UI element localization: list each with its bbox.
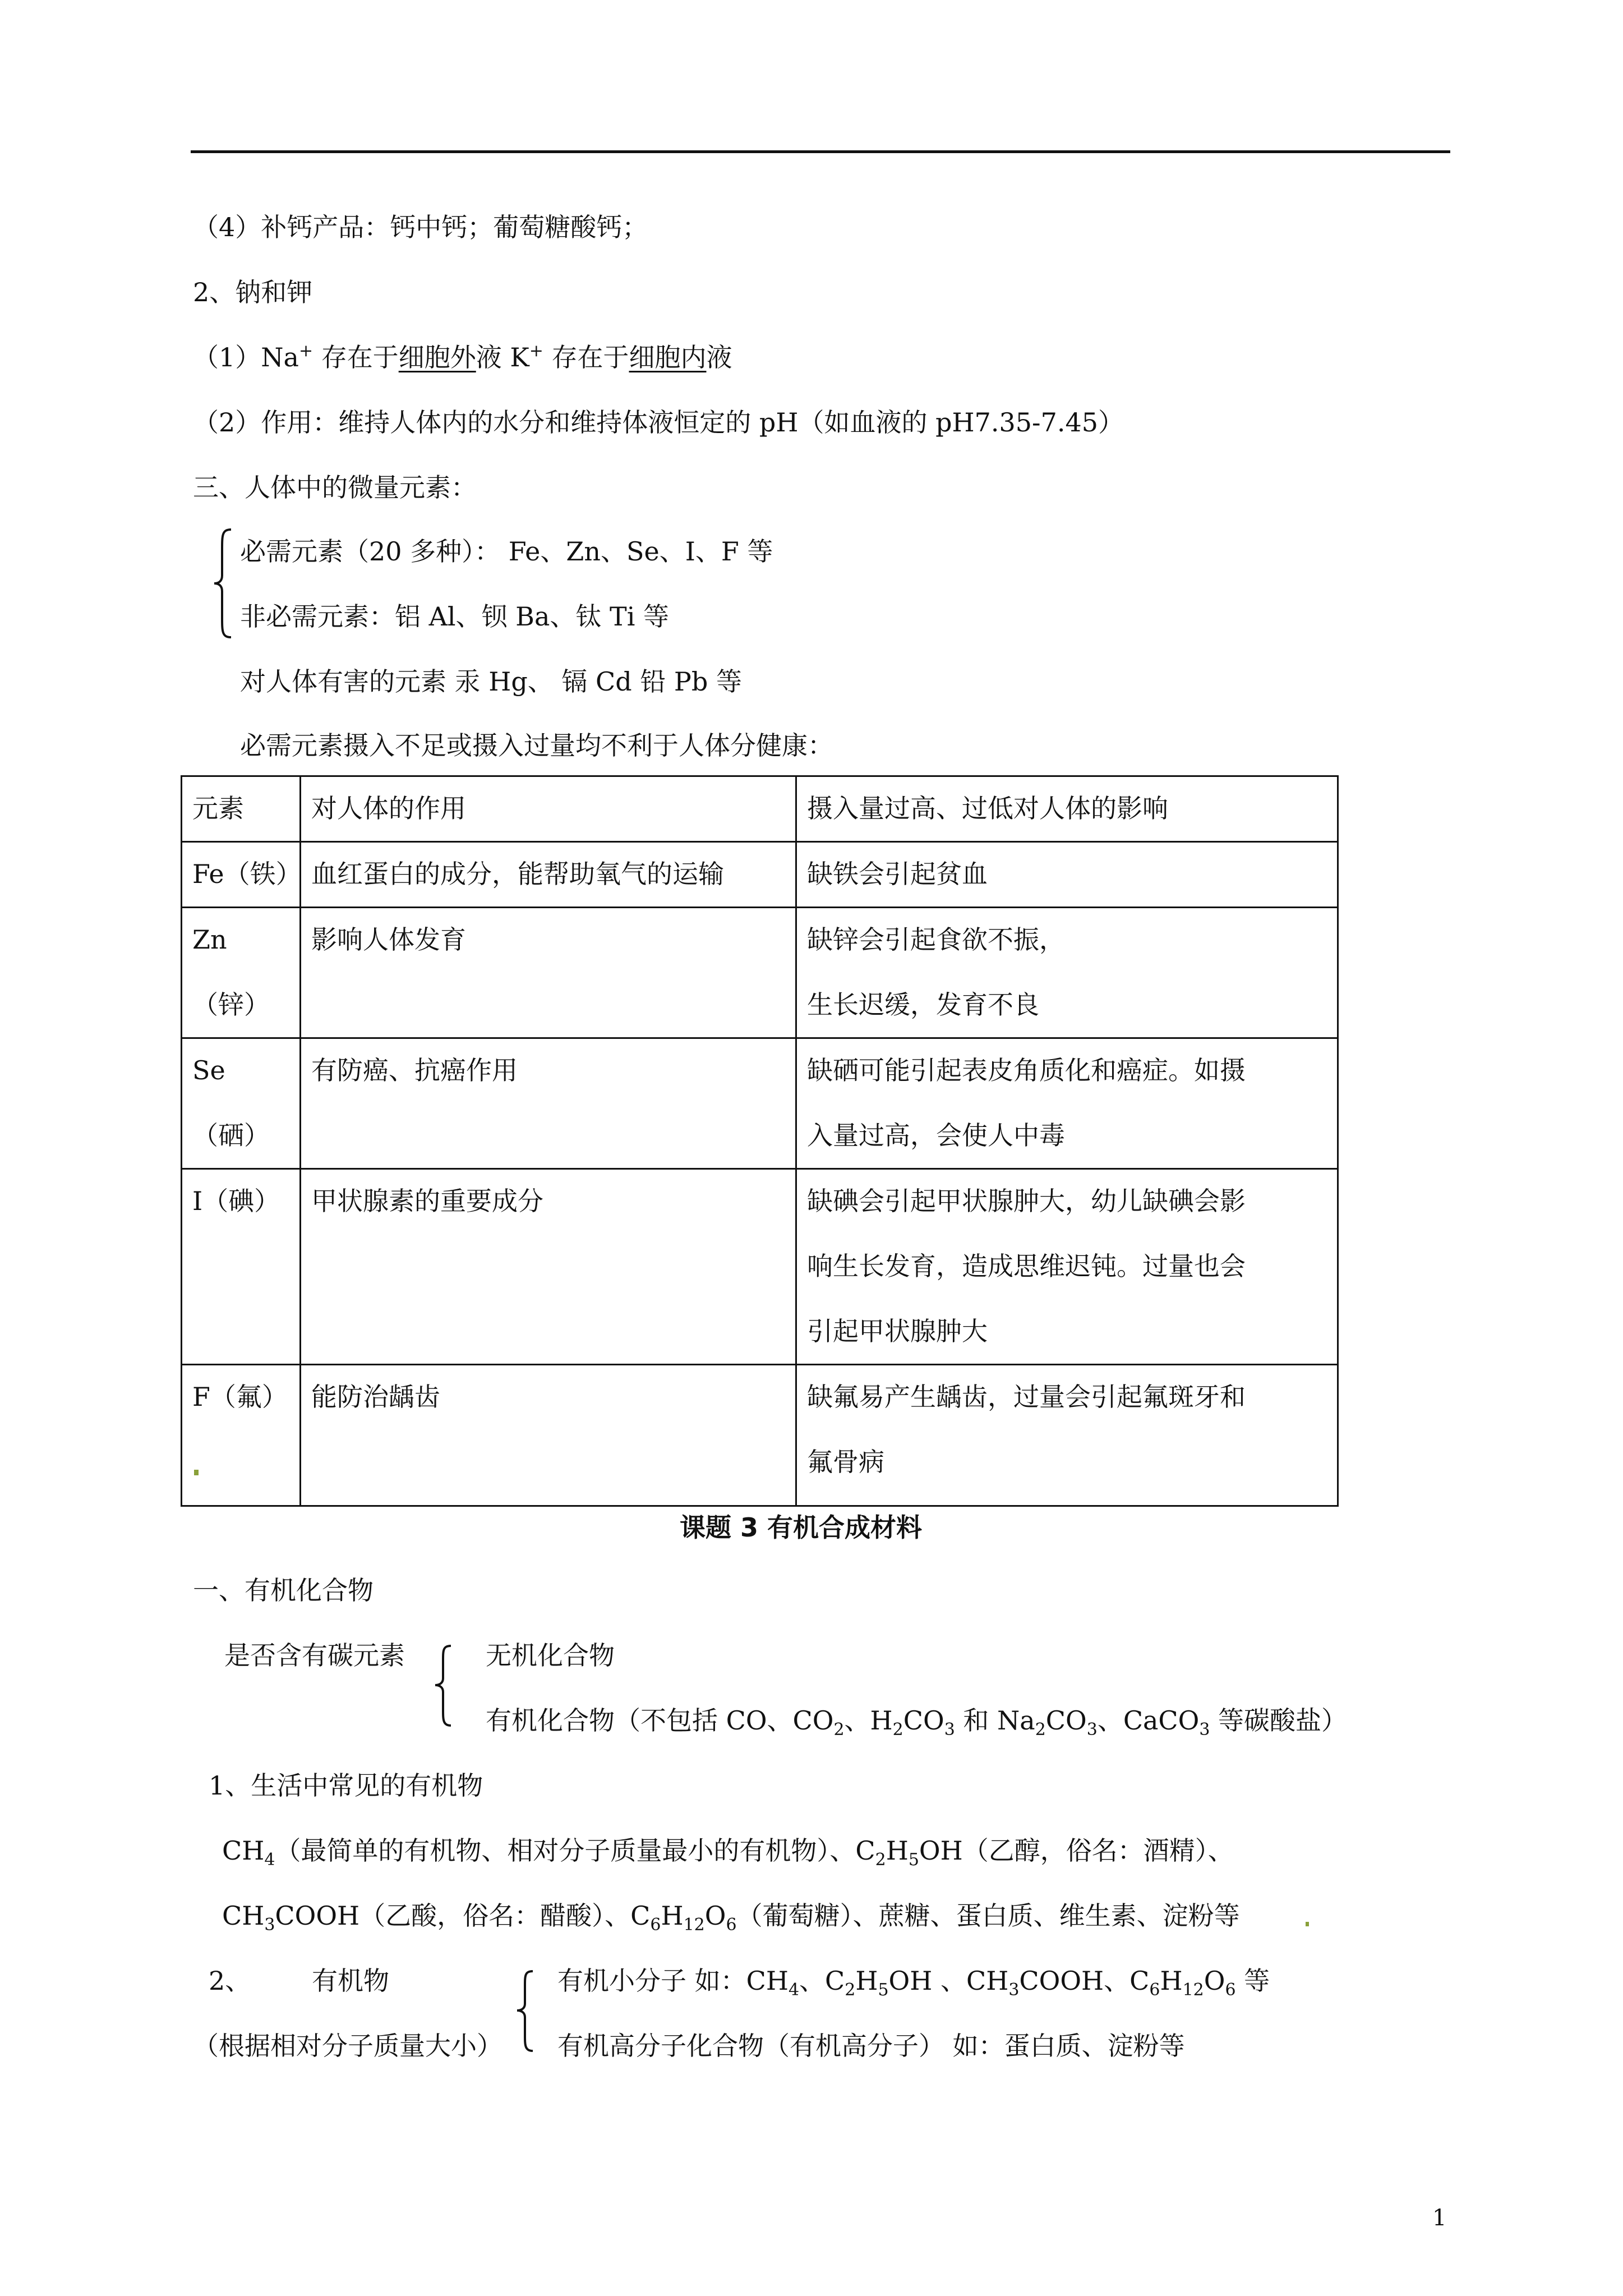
function-line: （2）作用：维持人体内的水分和维持体液恒定的 pH（如血液的 pH7.35-7.45） [193, 407, 1124, 438]
table-row [182, 1169, 1338, 1365]
header-rule [191, 150, 1450, 153]
table-row [182, 908, 1338, 1038]
table-cell: 缺锌会引起食欲不振， 生长迟缓，发育不良 [796, 908, 1338, 1038]
calcium-products-line: （4）补钙产品：钙中钙；葡萄糖酸钙； [193, 212, 648, 242]
scan-mark [1306, 1922, 1309, 1926]
common-organics-line-1: $CH_4$（最简单的有机物、相对分子质量最小的有机物）、$C_2H_5OH$（乙醇，俗名：酒精）、 [222, 1835, 1234, 1870]
table-cell: Se（硒） [182, 1038, 301, 1169]
table-header-cell: 摄入量过高、过低对人体的影响 [796, 776, 1338, 842]
small-molecules-line: 有机小分子 如：$CH_4$、$C_2H_5OH$ 、$CH_3COOH$、$C_6H_{12}O_6$ 等 [557, 1966, 1270, 2000]
table-cell: 缺氟易产生龋齿，过量会引起氟斑牙和 氟骨病 [796, 1365, 1338, 1506]
organic-compounds-heading: 一、有机化合物 [193, 1575, 374, 1605]
extracellular-underlined: 细胞外 [398, 342, 476, 372]
intracellular-underlined: 细胞内 [629, 342, 707, 372]
table-cell: 缺硒可能引起表皮角质化和癌症。如摄 入量过高，会使人中毒 [796, 1038, 1338, 1169]
essential-elements-line: 必需元素（20 多种）： Fe、Zn、Se、I、F 等 [240, 536, 773, 567]
inorganic-compounds: 无机化合物 [486, 1640, 615, 1671]
table-cell: F（氟） [182, 1365, 301, 1506]
classification-subject: 有机物 [312, 1966, 389, 1996]
scan-mark [194, 1470, 199, 1475]
table-cell: 缺铁会引起贫血 [796, 842, 1338, 908]
common-organics-heading: 1、生活中常见的有机物 [209, 1770, 483, 1801]
carbon-question: 是否含有碳元素 [224, 1640, 405, 1671]
nonessential-elements-line: 非必需元素：铝 Al、钡 Ba、钛 Ti 等 [240, 601, 670, 632]
table-cell: Fe（铁） [182, 842, 301, 908]
classification-number: 2、 [209, 1966, 251, 1996]
table-cell: 缺碘会引起甲状腺肿大，幼儿缺碘会影 响生长发育，造成思维迟钝。过量也会 引起甲状腺肿大 [796, 1169, 1338, 1365]
trace-elements-heading: 三、人体中的微量元素： [193, 472, 477, 503]
table-header-cell: 对人体的作用 [301, 776, 796, 842]
intake-note-line: 必需元素摄入不足或摄入过量均不利于人体分健康： [240, 730, 833, 761]
table-cell: 影响人体发育 [301, 908, 796, 1038]
trace-elements-brace [212, 527, 234, 639]
classification-brace [514, 1969, 536, 2053]
table-row [182, 1038, 1338, 1169]
carbon-brace [432, 1644, 454, 1728]
page-number: 1 [1432, 2205, 1447, 2231]
harmful-elements-line: 对人体有害的元素 汞 Hg、 镉 Cd 铅 Pb 等 [240, 666, 742, 697]
table-cell: Zn（锌） [182, 908, 301, 1038]
table-header-row [182, 776, 1338, 842]
table-cell: I（碘） [182, 1169, 301, 1365]
section-title: 课题 3 有机合成材料 [680, 1512, 923, 1543]
sodium-potassium-heading: 2、钠和钾 [193, 277, 313, 307]
table-cell: 血红蛋白的成分，能帮助氧气的运输 [301, 842, 796, 908]
macromolecules-line: 有机高分子化合物（有机高分子） 如：蛋白质、淀粉等 [557, 2031, 1185, 2061]
trace-elements-table [181, 775, 1339, 1507]
sodium-potassium-location-line: （1）Na+ 存在于细胞外液 K+ 存在于细胞内液 [193, 341, 732, 372]
table-row [182, 842, 1338, 908]
classification-basis: （根据相对分子质量大小） [193, 2031, 502, 2061]
table-header-cell: 元素 [182, 776, 301, 842]
common-organics-line-2: $CH_3COOH$（乙酸，俗名：醋酸）、$C_6H_{12}O_6$（葡萄糖）、蔗糖、蛋白质、维生素、淀粉等 [222, 1901, 1240, 1935]
table-cell: 能防治龋齿 [301, 1365, 796, 1506]
organic-compounds-definition: 有机化合物（不包括 CO、$CO_2$、$H_2CO_3$ 和 $Na_2CO_3$、CaCO$_3$ 等碳酸盐） [486, 1705, 1348, 1740]
table-cell: 有防癌、抗癌作用 [301, 1038, 796, 1169]
table-cell: 甲状腺素的重要成分 [301, 1169, 796, 1365]
table-row [182, 1365, 1338, 1506]
